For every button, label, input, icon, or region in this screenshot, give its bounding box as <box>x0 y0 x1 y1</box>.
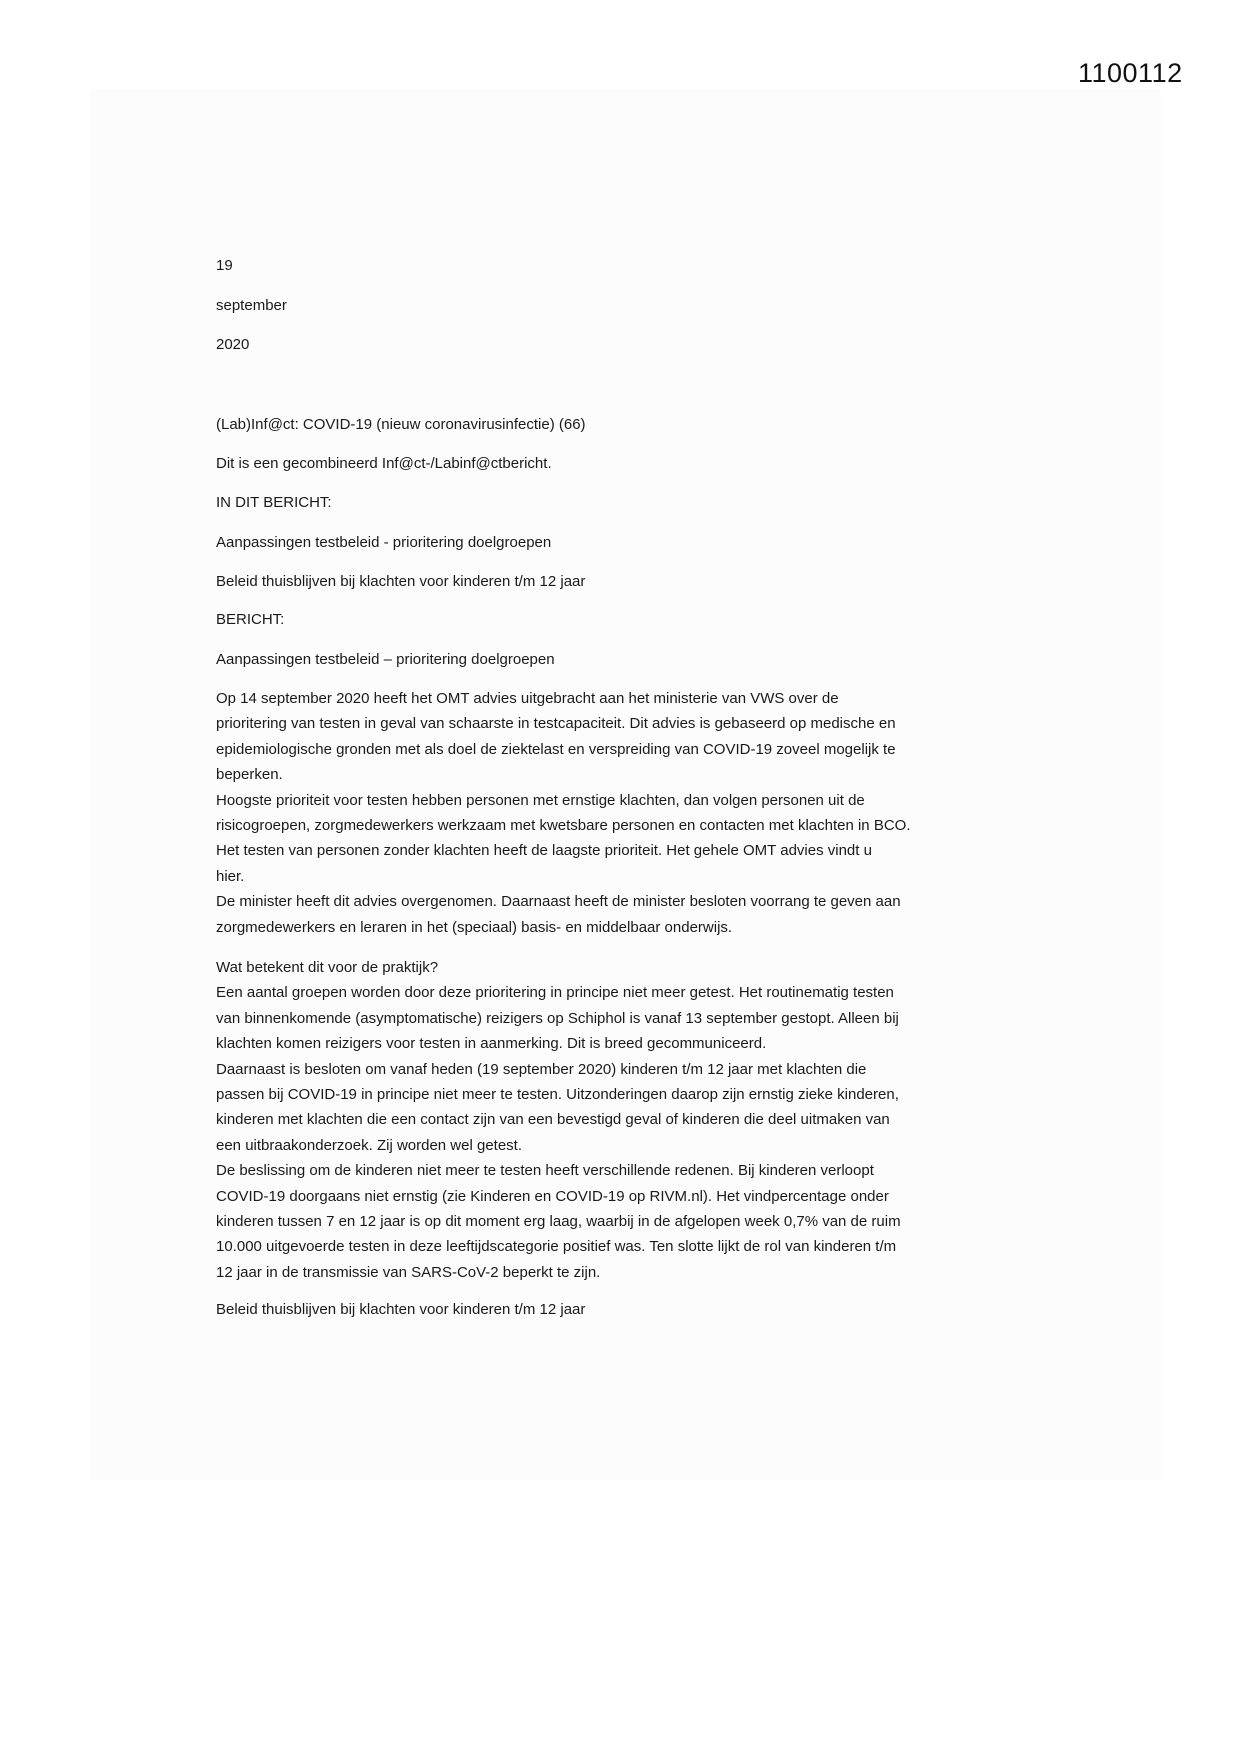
toc-item: Aanpassingen testbeleid - prioritering doelgroepen <box>216 534 552 551</box>
text-line: De beslissing om de kinderen niet meer te testen heeft verschillende redenen. Bij kinderen verloopt <box>216 1162 874 1180</box>
text-line: hier. <box>216 867 245 885</box>
message-heading: BERICHT: <box>216 611 285 628</box>
text-line: COVID-19 doorgaans niet ernstig (zie Kinderen en COVID-19 op RIVM.nl). Het vindpercentage onder <box>216 1187 889 1205</box>
text-line: prioritering van testen in geval van schaarste in testcapaciteit. Dit advies is gebaseerd op medische en <box>216 715 896 733</box>
date-year: 2020 <box>216 336 250 353</box>
text-line: epidemiologische gronden met als doel de ziektelast en verspreiding van COVID-19 zoveel mogelijk te <box>216 740 896 758</box>
text-line: Hoogste prioriteit voor testen hebben personen met ernstige klachten, dan volgen personen uit de <box>216 791 865 809</box>
text-line: beperken. <box>216 766 283 784</box>
text-line: De minister heeft dit advies overgenomen. Daarnaast heeft de minister besloten voorrang te geven aan <box>216 893 901 911</box>
text-line: Op 14 september 2020 heeft het OMT advies uitgebracht aan het ministerie van VWS over de <box>216 690 839 707</box>
text-line: van binnenkomende (asymptomatische) reizigers op Schiphol is vanaf 13 september gestopt. Alleen bij <box>216 1009 899 1027</box>
text-line: zorgmedewerkers en leraren in het (speciaal) basis- en middelbaar onderwijs. <box>216 918 733 936</box>
text-line: kinderen tussen 7 en 12 jaar is op dit moment erg laag, waarbij in de afgelopen week 0,7% van de ruim <box>216 1213 901 1231</box>
toc-heading: IN DIT BERICHT: <box>216 494 332 511</box>
text-line: klachten komen reizigers voor testen in aanmerking. Dit is breed gecommuniceerd. <box>216 1035 767 1053</box>
date-day: 19 <box>216 257 233 274</box>
text-line: Een aantal groepen worden door deze prioritering in principe niet meer getest. Het routinematig testen <box>216 984 894 1002</box>
document-number: 1100112 <box>1078 58 1183 88</box>
paragraph-prioritering <box>216 686 911 940</box>
message-title: (Lab)Inf@ct: COVID-19 (nieuw coronavirusinfectie) (66) <box>216 416 586 433</box>
text-line: passen bij COVID-19 in principe niet meer te testen. Uitzonderingen daarop zijn ernstig zieke kinderen, <box>216 1086 899 1104</box>
section-heading: Beleid thuisblijven bij klachten voor kinderen t/m 12 jaar <box>216 1301 586 1318</box>
intro-text: Dit is een gecombineerd Inf@ct-/Labinf@ctbericht. <box>216 455 552 472</box>
subheading: Wat betekent dit voor de praktijk? <box>216 959 439 976</box>
paragraph-praktijk <box>216 955 901 1285</box>
section-heading: Aanpassingen testbeleid – prioritering doelgroepen <box>216 651 555 668</box>
text-line: 10.000 uitgevoerde testen in deze leeftijdscategorie positief was. Ten slotte lijkt de rol van kinderen t/m <box>216 1238 897 1256</box>
text-line: kinderen met klachten die een contact zijn van een bevestigd geval of kinderen die deel uitmaken van <box>216 1111 890 1129</box>
text-line: Het testen van personen zonder klachten heeft de laagste prioriteit. Het gehele OMT advies vindt u <box>216 842 872 860</box>
toc-item: Beleid thuisblijven bij klachten voor kinderen t/m 12 jaar <box>216 573 586 590</box>
text-line: 12 jaar in de transmissie van SARS-CoV-2 beperkt te zijn. <box>216 1263 601 1281</box>
text-line: een uitbraakonderzoek. Zij worden wel getest. <box>216 1136 523 1154</box>
text-line: risicogroepen, zorgmedewerkers werkzaam met kwetsbare personen en contacten met klachten in BCO. <box>216 817 911 835</box>
date-month: september <box>216 297 287 314</box>
text-line: Daarnaast is besloten om vanaf heden (19 september 2020) kinderen t/m 12 jaar met klachten die <box>216 1060 867 1078</box>
